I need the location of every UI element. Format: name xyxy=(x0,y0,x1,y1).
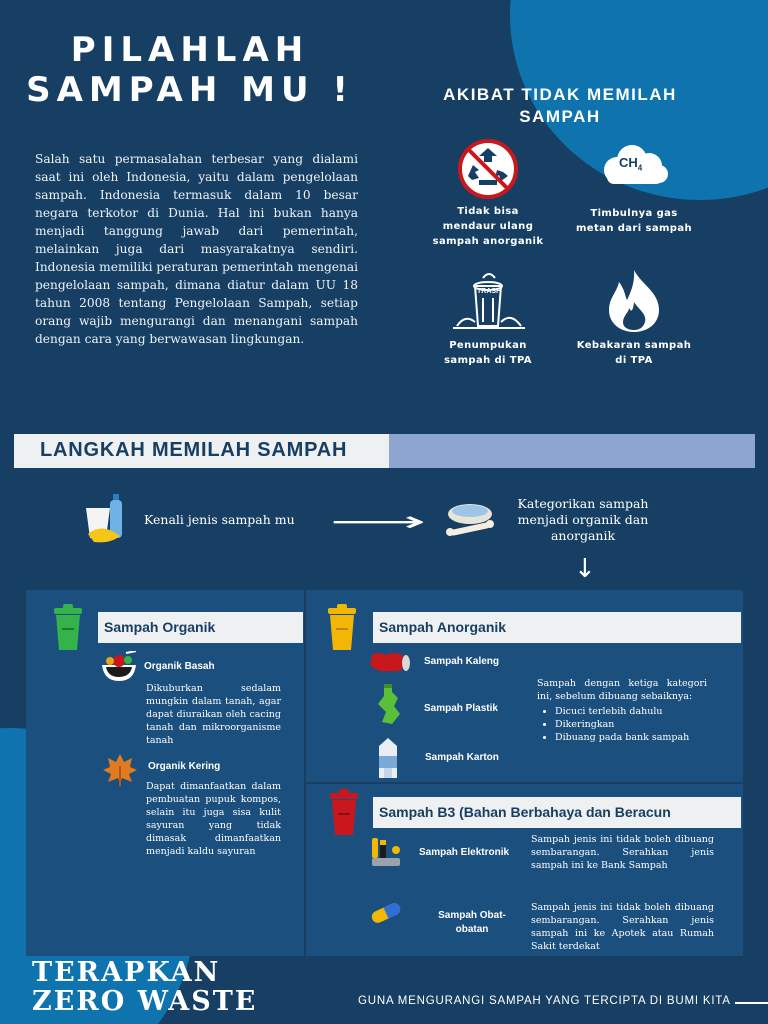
fire-icon xyxy=(559,268,709,334)
pill-icon xyxy=(368,900,404,926)
no-recycle-icon xyxy=(413,138,563,204)
plastic-bottle-icon xyxy=(374,684,404,726)
organic-bin-icon xyxy=(53,604,83,650)
inorganic-bin-icon xyxy=(327,604,357,650)
methane-formula: $CH_4$ xyxy=(619,155,643,173)
arrow-right-icon: ⟶ xyxy=(330,505,427,538)
effect-label: Timbulnya gas metan dari sampah xyxy=(575,208,693,234)
intro-paragraph: Salah satu permasalahan terbesar yang dialami saat ini oleh Indonesia, yaitu dalam pengelolaan sampah. Indonesia termasuk dalam 10 besar negara terkotor di Dunia. Hal ini bukan hanya menjadi tanggung jawab dari pemerintah, melainkan juga dari masyarakatnya sendiri. Indonesia memiliki peraturan pemerintah mengenai pengelolaan sampah, dimana diatur dalam UU 18 tahun 2008 tentang Pengelolaan Sampah, setiap orang wajib mengurangi dan menangani sampah dengan cara yang berwawasan lingkungan. xyxy=(35,152,358,346)
food-bowl-icon xyxy=(100,651,138,683)
b3-bin-icon xyxy=(329,789,359,835)
section-heading: LANGKAH MEMILAH SAMPAH xyxy=(40,439,348,461)
list-item: • Dicuci terlebih dahulu xyxy=(555,705,707,718)
can-icon xyxy=(368,649,412,675)
b3-heading: Sampah B3 (Bahan Berbahaya dan Beracun xyxy=(373,797,741,828)
inorganic-steps-list xyxy=(537,705,707,744)
medicine-desc: Sampah jenis ini tidak boleh dibuang sembarangan. Serahkan jenis sampah ini ke Apotek atau Rumah Sakit terdekat xyxy=(531,902,714,952)
electronic-label: Sampah Elektronik xyxy=(419,847,510,858)
leaf-icon xyxy=(102,752,138,786)
step-1-text: Kenali jenis sampah mu xyxy=(144,512,295,527)
trash-pile-icon xyxy=(413,268,563,334)
medicine-label: Sampah Obat- obatan xyxy=(438,910,506,935)
organic-dry-desc: Dapat dimanfaatkan dalam pembuatan pupuk kompos, selain itu juga sisa kulit sayuran yang tidak dimasak dimanfaatkan menjadi kaldu sayuran xyxy=(146,781,281,857)
electronic-desc: Sampah jenis ini tidak boleh dibuang sembarangan. Serahkan jenis sampah ini ke Bank Sampah xyxy=(531,834,714,871)
arrow-down-icon: ↓ xyxy=(574,554,596,584)
organic-wet-desc: Dikuburkan sedalam mungkin dalam tanah, agar dapat diuraikan oleh cacing tanah dan mikroorganisme tanah xyxy=(146,683,281,746)
effect-label: Kebakaran sampah di TPA xyxy=(576,340,692,366)
effect-fire xyxy=(559,268,709,368)
step-2-text: Kategorikan sampah menjadi organik dan anorganik xyxy=(517,496,649,543)
footer-note: GUNA MENGURANGI SAMPAH YANG TERCIPTA DI BUMI KITA xyxy=(358,995,731,1007)
footer-underline xyxy=(735,1002,768,1004)
inorganic-desc-intro: Sampah dengan ketiga kategori ini, sebelum dibuang sebaiknya: xyxy=(537,678,707,702)
inorganic-desc xyxy=(537,677,707,744)
plastic-label: Sampah Plastik xyxy=(424,703,498,714)
battery-icon xyxy=(368,836,404,868)
list-item: • Dibuang pada bank sampah xyxy=(555,731,707,744)
poster-title: PILAHLAH SAMPAH MU ! xyxy=(26,30,354,110)
methane-cloud-icon xyxy=(559,138,709,204)
carton-icon xyxy=(376,738,400,778)
organic-heading: Sampah Organik xyxy=(98,612,303,643)
effect-no-recycle xyxy=(413,138,563,249)
effect-label: Tidak bisa mendaur ulang sampah anorganik xyxy=(432,206,544,247)
can-label: Sampah Kaleng xyxy=(424,656,500,667)
trash-label: TRASH xyxy=(477,288,502,295)
effect-trash-pile xyxy=(413,268,563,368)
organic-wet-label: Organik Basah xyxy=(144,661,215,672)
footer-title: TERAPKAN ZERO WASTE xyxy=(32,957,258,1017)
inorganic-heading: Sampah Anorganik xyxy=(373,612,741,643)
organic-dry-label: Organik Kering xyxy=(148,761,221,772)
waste-mix-icon xyxy=(84,494,130,546)
food-waste-icon xyxy=(442,500,500,540)
effect-label: Penumpukan sampah di TPA xyxy=(444,340,532,366)
list-item: • Dikeringkan xyxy=(555,718,707,731)
carton-label: Sampah Karton xyxy=(425,752,499,763)
effects-title: AKIBAT TIDAK MEMILAH SAMPAH xyxy=(443,85,677,126)
effect-methane xyxy=(559,138,709,236)
section-heading-bar xyxy=(14,434,755,468)
